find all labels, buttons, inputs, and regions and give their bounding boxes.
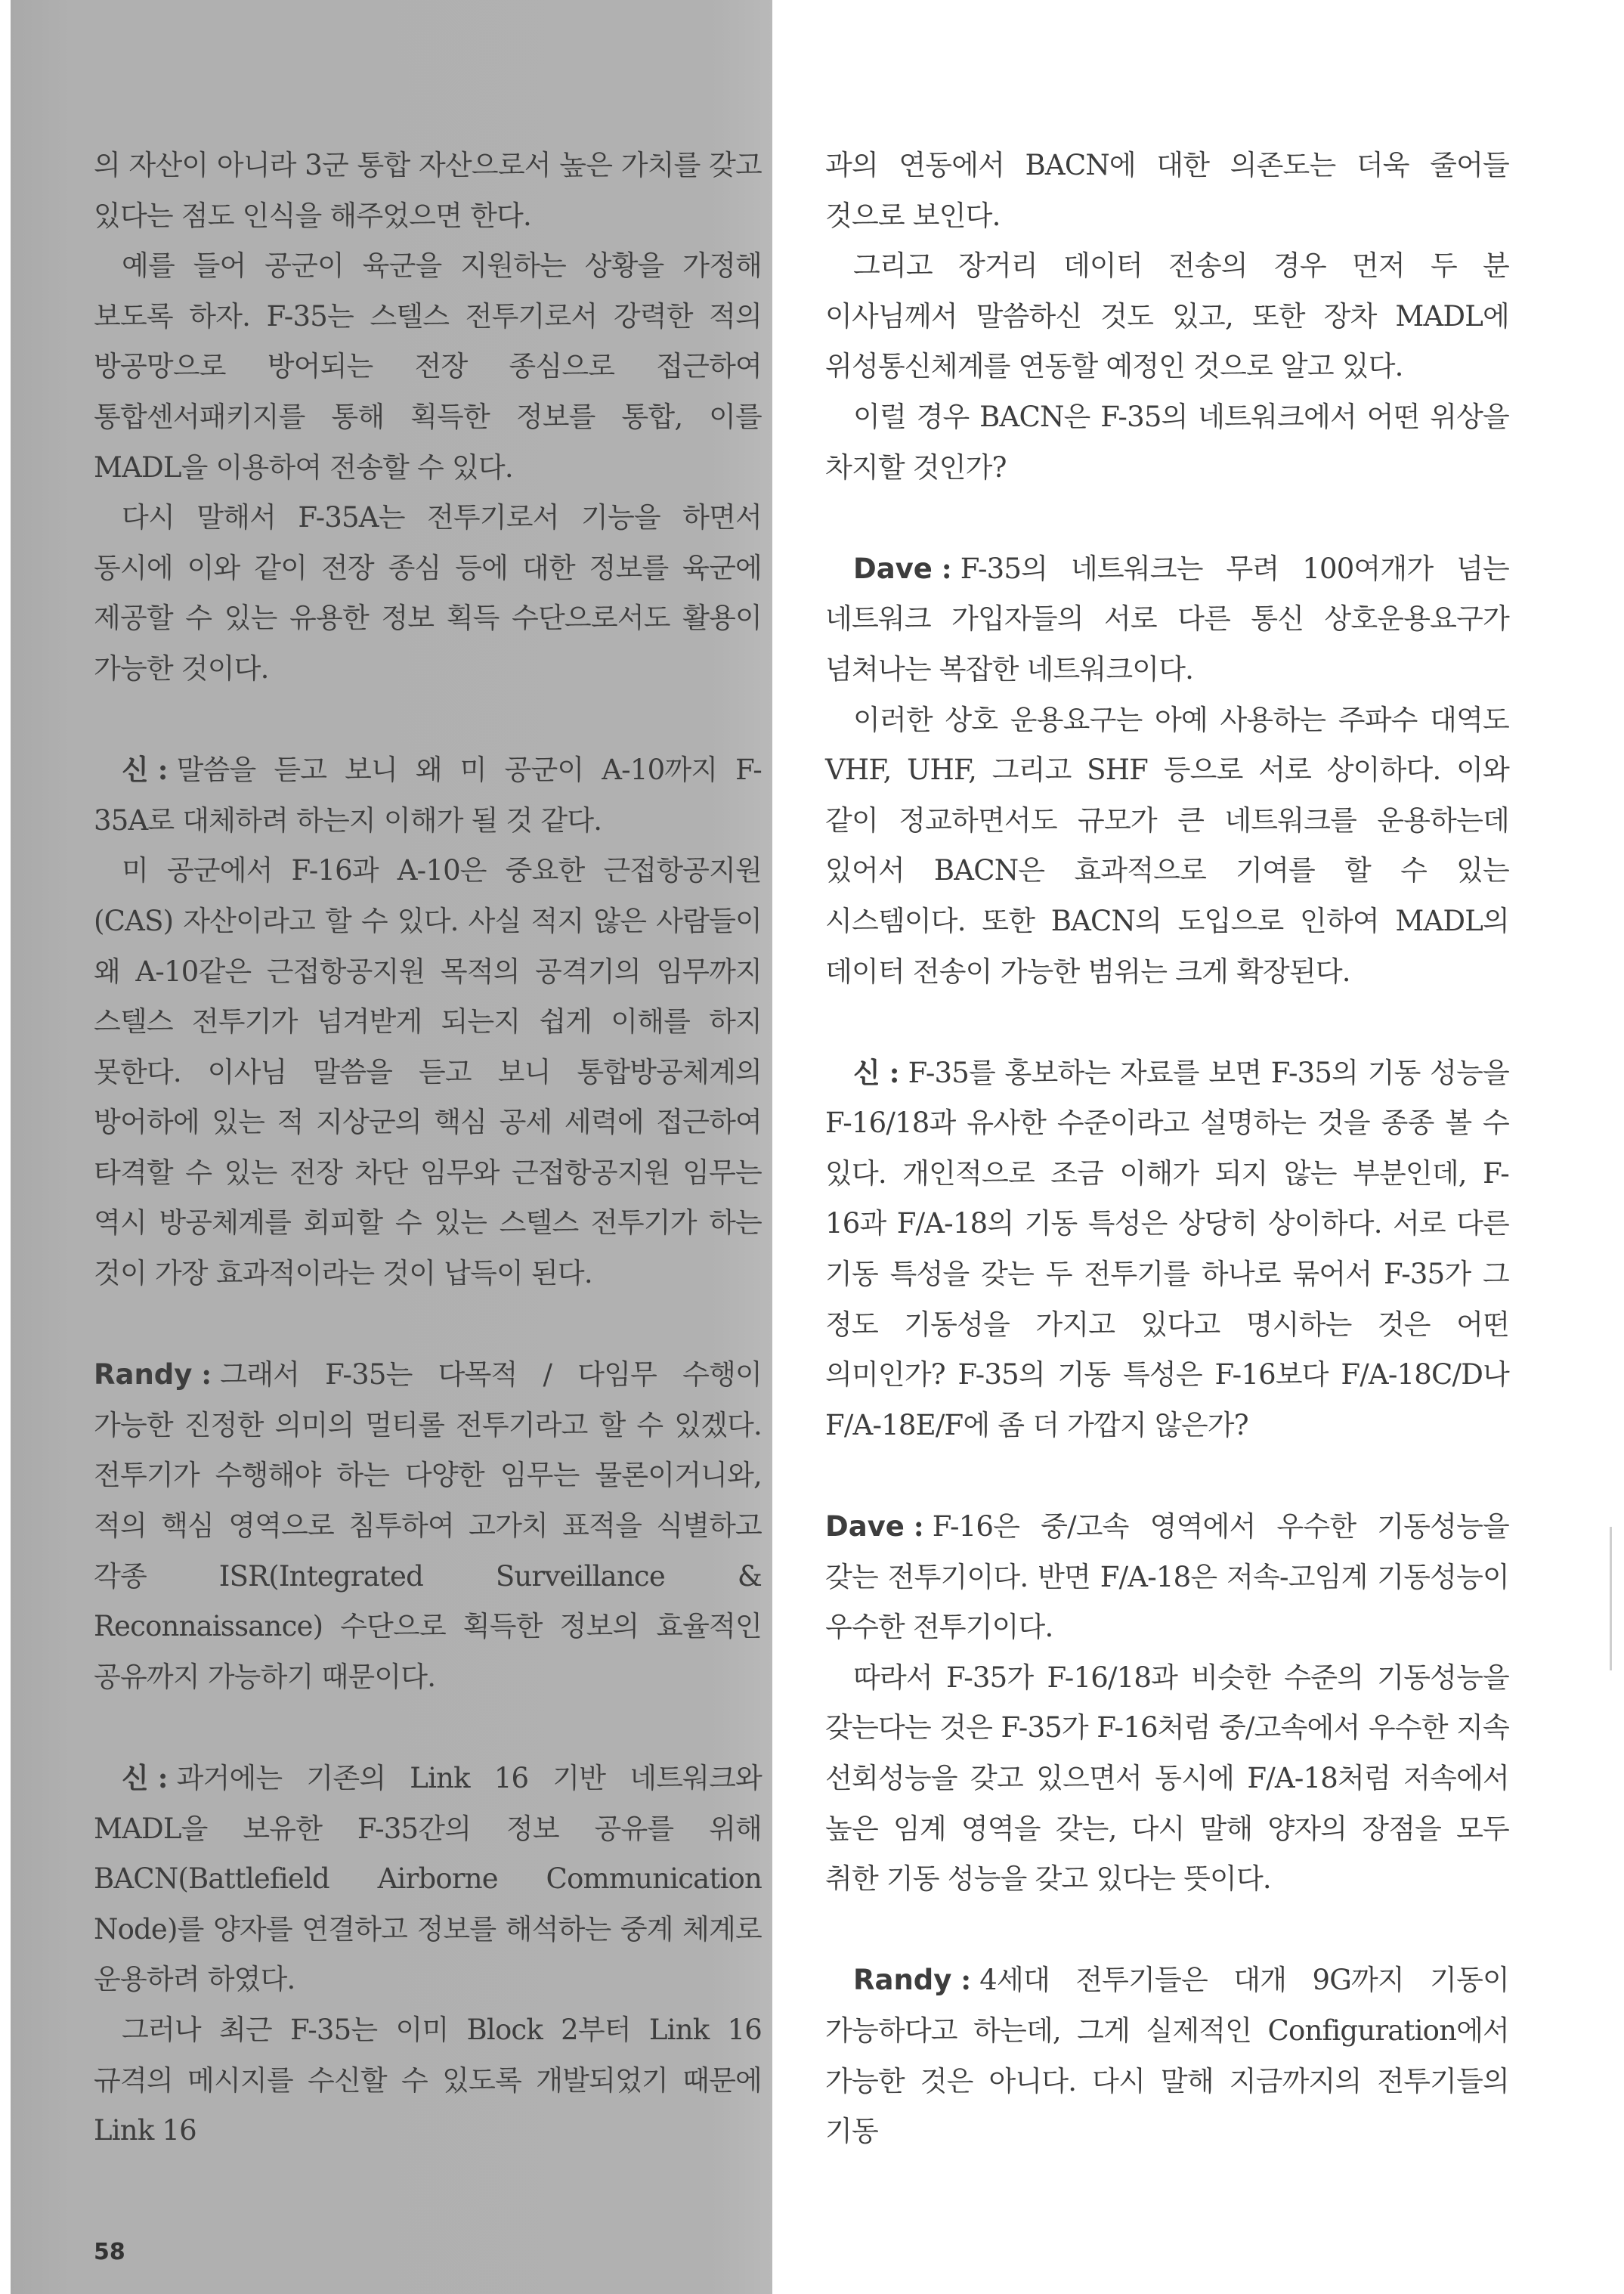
left-column bbox=[94, 141, 762, 2156]
paragraph-text: 이럴 경우 BACN은 F-35의 네트워크에서 어떤 위상을 차지할 것인가? bbox=[825, 400, 1509, 484]
paragraph-text: 4세대 전투기들은 대개 9G까지 기동이 가능하다고 하는데, 그게 실제적인 Configuration에서 가능한 것은 아니다. 다시 말해 지금까지의 전투기들의 기동 bbox=[825, 1964, 1509, 2148]
right-column bbox=[825, 141, 1509, 2157]
paragraph-text: 예를 들어 공군이 육군을 지원하는 상황을 가정해 보도록 하자. F-35는 스텔스 전투기로서 강력한 적의 방공망으로 방어되는 전장 종심으로 접근하여 통합센서패키지를 통해 획득한 정보를 통합, 이를 MADL을 이용하여 전송할 수 있다. bbox=[94, 249, 762, 484]
paragraph-text: 그러나 최근 F-35는 이미 Block 2부터 Link 16 규격의 메시지를 수신할 수 있도록 개발되었기 때문에 Link 16 bbox=[94, 2013, 762, 2147]
paragraph bbox=[94, 241, 762, 493]
paragraph bbox=[94, 846, 762, 1299]
paragraph-text: F-35를 홍보하는 자료를 보면 F-35의 기동 성능을 F-16/18과 유사한 수준이라고 설명하는 것을 종종 볼 수 있다. 개인적으로 조금 이해가 되지 않는 부분인데, F-16과 F/A-18의 기동 특성은 상당히 상이하다. 서로 다른 기동 특성을 갖는 두 전투기를 하나로 묶어서 F-35가 그 정도 기동성을 가지고 있다고 명시하는 것은 어떤 의미인가? F-35의 기동 특성은 F-16보다 F/A-18C/D나 F/A-18E/F에 좀 더 가깝지 않은가? bbox=[825, 1056, 1509, 1441]
speaker-name: Dave bbox=[853, 552, 933, 585]
speaker-name: 신 bbox=[122, 754, 149, 787]
paragraph bbox=[94, 493, 762, 694]
paragraph-text: 따라서 F-35가 F-16/18과 비슷한 수준의 기동성능을 갖는다는 것은 F-35가 F-16처럼 중/고속에서 우수한 지속 선회성능을 갖고 있으면서 동시에 F/A-18처럼 저속에서 높은 임계 영역을 갖는, 다시 말해 양자의 장점을 모두 취한 기동 성능을 갖고 있다는 뜻이다. bbox=[825, 1661, 1509, 1896]
speaker-paragraph bbox=[825, 1048, 1509, 1451]
speaker-paragraph bbox=[825, 1501, 1509, 1653]
paragraph-text: 그래서 F-35는 다목적 / 다임무 수행이 가능한 진정한 의미의 멀티롤 전투기라고 할 수 있겠다. 전투기가 수행해야 하는 다양한 임무는 물론이거니와, 적의 핵심 영역으로 침투하여 고가치 표적을 식별하고 각종 ISR(Integrated Surveillance & Reconnaissance) 수단으로 획득한 정보의 효율적인 공유까지 가능하기 때문이다. bbox=[94, 1358, 762, 1693]
speaker-colon: : bbox=[913, 1509, 923, 1543]
speaker-colon: : bbox=[889, 1055, 899, 1089]
paragraph bbox=[825, 141, 1509, 241]
speaker-colon: : bbox=[157, 753, 168, 787]
page-edge-mark bbox=[1610, 1527, 1612, 1670]
paragraph bbox=[825, 392, 1509, 493]
speaker-colon: : bbox=[941, 551, 951, 585]
paragraph-text: 다시 말해서 F-35A는 전투기로서 기능을 하면서 동시에 이와 같이 전장 종심 등에 대한 정보를 육군에 제공할 수 있는 유용한 정보 획득 수단으로서도 활용이 가능한 것이다. bbox=[94, 501, 762, 685]
paragraph-text: F-35의 네트워크는 무려 100여개가 넘는 네트워크 가입자들의 서로 다른 통신 상호운용요구가 넘쳐나는 복잡한 네트워크이다. bbox=[825, 552, 1509, 686]
speaker-colon: : bbox=[157, 1761, 168, 1794]
speaker-name: Randy bbox=[853, 1964, 952, 1997]
speaker-name: Randy bbox=[94, 1358, 193, 1392]
paragraph-text: 과거에는 기존의 Link 16 기반 네트워크와 MADL을 보유한 F-35간의 정보 공유를 위해 BACN(Battlefield Airborne Communication Node)를 양자를 연결하고 정보를 해석하는 중계 체계로 운용하려 하였다. bbox=[94, 1762, 762, 1996]
paragraph bbox=[825, 1653, 1509, 1905]
speaker-name: Dave bbox=[825, 1510, 905, 1543]
speaker-name: 신 bbox=[853, 1056, 880, 1089]
paragraph bbox=[825, 241, 1509, 392]
paragraph-text: 말씀을 듣고 보니 왜 미 공군이 A-10까지 F-35A로 대체하려 하는지 이해가 될 것 같다. bbox=[94, 754, 762, 837]
speaker-paragraph bbox=[94, 1349, 762, 1702]
paragraph-text: F-16은 중/고속 영역에서 우수한 기동성능을 갖는 전투기이다. 반면 F/A-18은 저속-고임계 기동성능이 우수한 전투기이다. bbox=[825, 1510, 1509, 1644]
page-number: 58 bbox=[94, 2239, 125, 2265]
paragraph-text: 과의 연동에서 BACN에 대한 의존도는 더욱 줄어들 것으로 보인다. bbox=[825, 149, 1509, 232]
speaker-name: 신 bbox=[122, 1762, 149, 1794]
speaker-paragraph bbox=[825, 1955, 1509, 2156]
speaker-colon: : bbox=[201, 1358, 212, 1392]
paragraph-text: 그리고 장거리 데이터 전송의 경우 먼저 두 분 이사님께서 말씀하신 것도 있고, 또한 장차 MADL에 위성통신체계를 연동할 예정인 것으로 알고 있다. bbox=[825, 249, 1509, 383]
speaker-paragraph bbox=[94, 745, 762, 846]
paragraph bbox=[94, 2005, 762, 2156]
speaker-colon: : bbox=[960, 1963, 971, 1997]
paragraph bbox=[825, 695, 1509, 998]
paragraph-text: 의 자산이 아니라 3군 통합 자산으로서 높은 가치를 갖고 있다는 점도 인식을 해주었으면 한다. bbox=[94, 149, 762, 232]
paragraph bbox=[94, 141, 762, 241]
speaker-paragraph bbox=[825, 543, 1509, 695]
paragraph-text: 이러한 상호 운용요구는 아예 사용하는 주파수 대역도 VHF, UHF, 그리고 SHF 등으로 서로 상이하다. 이와 같이 정교하면서도 규모가 큰 네트워크를 운용하는데 있어서 BACN은 효과적으로 기여를 할 수 있는 시스템이다. 또한 BACN의 도입으로 인하여 MADL의 데이터 전송이 가능한 범위는 크게 확장된다. bbox=[825, 703, 1509, 988]
speaker-paragraph bbox=[94, 1753, 762, 2005]
paragraph-text: 미 공군에서 F-16과 A-10은 중요한 근접항공지원(CAS) 자산이라고 할 수 있다. 사실 적지 않은 사람들이 왜 A-10같은 근접항공지원 목적의 공격기의 임무까지 스텔스 전투기가 넘겨받게 되는지 쉽게 이해를 하지 못한다. 이사님 말씀을 듣고 보니 통합방공체계의 방어하에 있는 적 지상군의 핵심 공세 세력에 접근하여 타격할 수 있는 전장 차단 임무와 근접항공지원 임무는 역시 방공체계를 회피할 수 있는 스텔스 전투기가 하는 것이 가장 효과적이라는 것이 납득이 된다. bbox=[94, 854, 762, 1290]
